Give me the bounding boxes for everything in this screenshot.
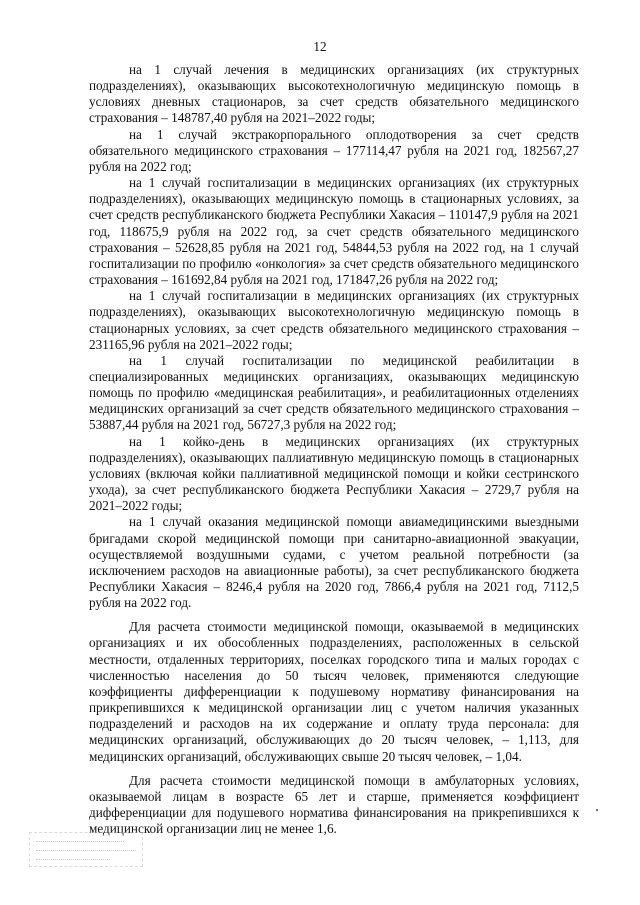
- page-number: 12: [313, 39, 327, 54]
- paragraph: на 1 случай госпитализации в медицинских организациях (их структурных подразделениях), оказывающих высокотехнологичную медицинскую помощь в стационарных условиях, за счет средств обязательного медицинского страхования – 231165,96 рубля на 2021–2022 годы;: [89, 288, 579, 352]
- paragraph: на 1 случай госпитализации по медицинской реабилитации в специализированных медицинских организациях, оказывающих медицинскую помощь по профилю «медицинская реабилитация», и реабилитационных отделениях медицинских организаций за счет средств обязательного медицинского страхования – 53887,44 рубля на 2021 год, 56727,3 рубля на 2022 год;: [89, 352, 579, 433]
- faded-stamp: [29, 832, 143, 867]
- paragraph: на 1 койко-день в медицинских организациях (их структурных подразделениях), оказывающих паллиативную медицинскую помощь в стационарных условиях (включая койки паллиативной медицинской помощи и койки сестринского ухода), за счет республиканского бюджета Республики Хакасия – 2729,7 рубля на 2021–2022 годы;: [89, 433, 579, 514]
- paragraph: Для расчета стоимости медицинской помощи, оказываемой в медицинских организациях и их обособленных подразделениях, расположенных в сельской местности, отдаленных территориях, поселках городского типа и малых городах с численностью населения до 50 тысяч человек, применяются следующие коэффициенты дифференциации к подушевому нормативу финансирования на прикрепившихся к медицинской организации лиц с учетом наличия указанных подразделений и расходов на их содержание и оплату труда персонала: для медицинских организаций, обслуживающих до 20 тысяч человек, – 1,113, для медицинских организаций, обслуживающих свыше 20 тысяч человек, – 1,04.: [89, 619, 579, 764]
- margin-mark: [596, 809, 598, 811]
- stamp-line: [36, 850, 136, 851]
- stamp-line: [36, 841, 124, 842]
- paragraph: на 1 случай госпитализации в медицинских организациях (их структурных подразделениях), оказывающих медицинскую помощь в стационарных условиях, за счет средств республиканского бюджета Республики Хакасия – 110147,9 рубля на 2021 год, 118675,9 рубля на 2022 год, за счет средств обязательного медицинского страхования – 52628,85 рубля на 2021 год, 54844,53 рубля на 2022 год, на 1 случай госпитализации по профилю «онкология» за счет средств обязательного медицинского страхования – 161692,84 рубля на 2021 год, 171847,26 рубля на 2022 год;: [89, 175, 579, 288]
- stamp-line: [36, 859, 110, 860]
- paragraph: на 1 случай оказания медицинской помощи авиамедицинскими выездными бригадами скорой медицинской помощи при санитарно-авиационной эвакуации, осуществляемой воздушными судами, с учетом реальной потребности (за исключением расходов на авиационные работы), за счет республиканского бюджета Республики Хакасия – 8246,4 рубля на 2020 год, 7866,4 рубля на 2021 год, 7112,5 рубля на 2022 год.: [89, 514, 579, 611]
- paragraph: Для расчета стоимости медицинской помощи в амбулаторных условиях, оказываемой лицам в возрасте 65 лет и старше, применяется коэффициент дифференциации для подушевого норматива финансирования на прикрепившихся к медицинской организации лиц не менее 1,6.: [89, 772, 579, 837]
- paragraph: на 1 случай лечения в медицинских организациях (их структурных подразделениях), оказывающих высокотехнологичную медицинскую помощь в условиях дневных стационаров, за счет средств обязательного медицинского страхования – 148787,40 рубля на 2021–2022 годы;: [89, 62, 579, 126]
- document-body: [89, 62, 579, 837]
- paragraph: на 1 случай экстракорпорального оплодотворения за счет средств обязательного медицинского страхования – 177114,47 рубля на 2021 год, 182567,27 рубля на 2022 год;: [89, 126, 579, 174]
